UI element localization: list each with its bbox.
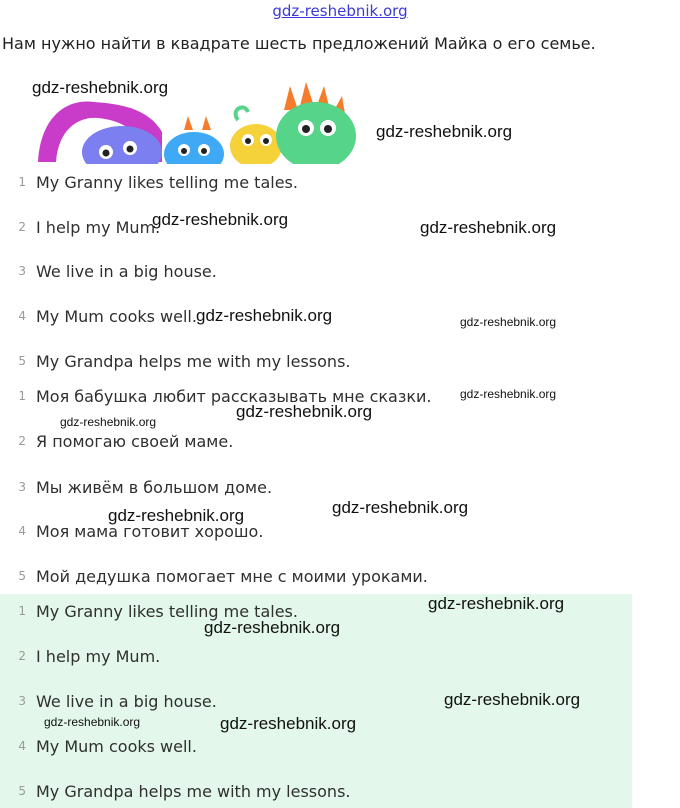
item-number: 3 (18, 694, 26, 708)
item-text: My Grandpa helps me with my lessons. (36, 351, 351, 371)
item-text: Мы живём в большом доме. (36, 477, 273, 497)
list-item (0, 348, 351, 374)
intro-text: Нам нужно найти в квадрате шесть предложений Майка о его семье. (2, 34, 596, 53)
list-item (0, 778, 351, 804)
item-number: 2 (18, 220, 26, 234)
watermark: gdz-reshebnik.org (460, 387, 557, 401)
yellow-mascot-icon (230, 124, 282, 164)
list-item (0, 688, 217, 714)
item-number: 1 (18, 175, 26, 189)
header-link[interactable]: gdz-reshebnik.org (272, 2, 408, 20)
list-item (0, 428, 233, 454)
item-number: 5 (18, 784, 26, 798)
item-text: We live in a big house. (36, 261, 217, 281)
item-number: 3 (18, 264, 26, 278)
item-number: 1 (18, 389, 26, 403)
item-text: I help my Mum. (36, 646, 161, 666)
watermark: gdz-reshebnik.org (44, 715, 141, 729)
item-text: My Mum cooks well. (36, 306, 197, 326)
watermark: gdz-reshebnik.org (32, 78, 169, 97)
watermark: gdz-reshebnik.org (460, 315, 557, 329)
item-number: 4 (18, 739, 26, 753)
item-number: 3 (18, 480, 26, 494)
watermark: gdz-reshebnik.org (236, 402, 373, 421)
watermark: gdz-reshebnik.org (376, 122, 513, 141)
watermark: gdz-reshebnik.org (428, 594, 565, 613)
item-text: My Granny likes telling me tales. (36, 172, 298, 192)
item-number: 4 (18, 524, 26, 538)
item-text: Мой дедушка помогает мне с моими уроками. (36, 566, 428, 586)
watermark: gdz-reshebnik.org (108, 506, 245, 525)
item-text: Моя мама готовит хорошо. (36, 521, 264, 541)
item-number: 4 (18, 309, 26, 323)
watermark: gdz-reshebnik.org (152, 210, 289, 229)
cyan-mascot-icon (164, 132, 224, 164)
watermark: gdz-reshebnik.org (204, 618, 341, 637)
item-text: Я помогаю своей маме. (36, 431, 234, 451)
item-text: My Grandpa helps me with my lessons. (36, 781, 351, 801)
item-text: My Mum cooks well. (36, 736, 197, 756)
watermark: gdz-reshebnik.org (220, 714, 357, 733)
list-item (0, 733, 197, 759)
item-number: 5 (18, 569, 26, 583)
watermark: gdz-reshebnik.org (420, 218, 557, 237)
item-number: 2 (18, 434, 26, 448)
list-item (0, 563, 428, 589)
list-item (0, 214, 160, 240)
watermark: gdz-reshebnik.org (60, 415, 157, 429)
item-text: We live in a big house. (36, 691, 217, 711)
list-item (0, 303, 197, 329)
watermark: gdz-reshebnik.org (444, 690, 581, 709)
watermark: gdz-reshebnik.org (332, 498, 469, 517)
item-text: My Granny likes telling me tales. (36, 601, 298, 621)
item-number: 1 (18, 604, 26, 618)
watermark: gdz-reshebnik.org (196, 306, 333, 325)
item-text: Моя бабушка любит рассказывать мне сказки. (36, 386, 432, 406)
list-item (0, 258, 217, 284)
list-item (0, 474, 272, 500)
item-text: I help my Mum. (36, 217, 161, 237)
item-number: 5 (18, 354, 26, 368)
item-number: 2 (18, 649, 26, 663)
list-item (0, 169, 298, 195)
list-item (0, 643, 160, 669)
